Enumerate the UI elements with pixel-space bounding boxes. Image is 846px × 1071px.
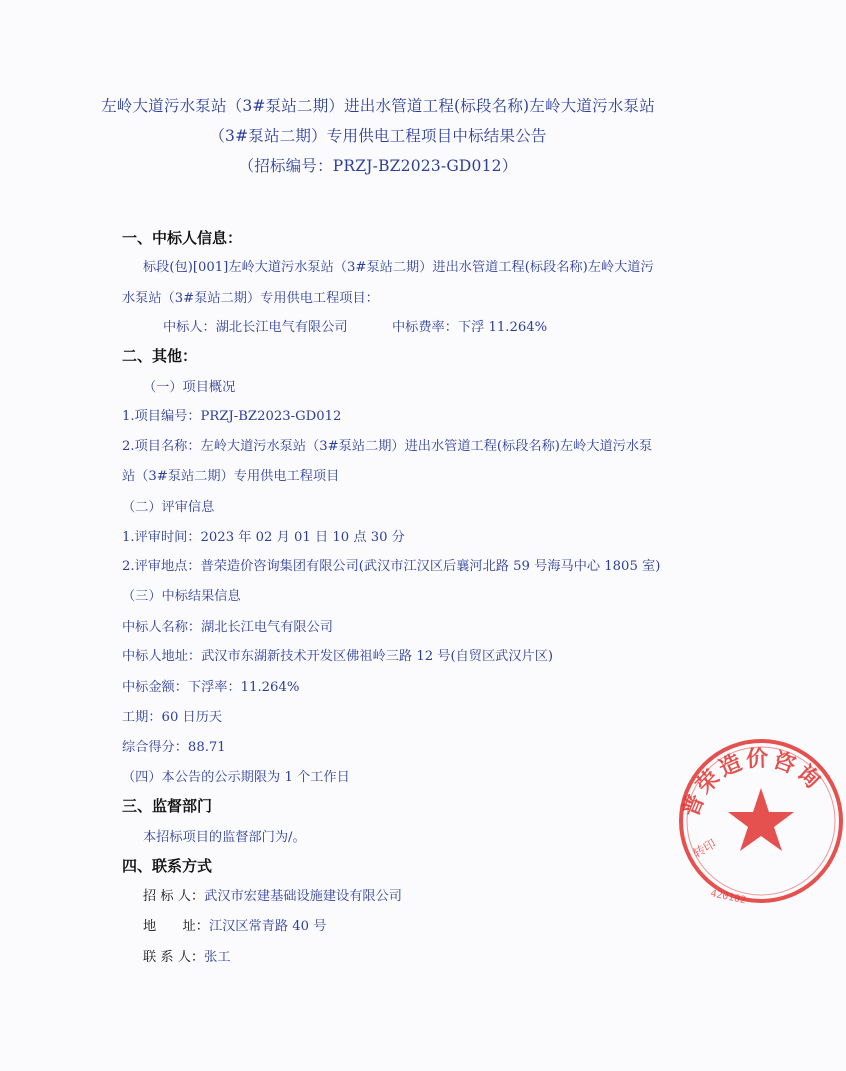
project-name-line-1: 2.项目名称：左岭大道污水泵站（3#泵站二期）进出水管道工程(标段名称)左岭大道污水泵 bbox=[122, 439, 653, 454]
project-name-line-2: 站（3#泵站二期）专用供电工程项目 bbox=[122, 469, 340, 484]
address-row bbox=[143, 915, 326, 934]
contact-row bbox=[143, 946, 231, 965]
review-place: 2.评审地点：普荣造价咨询集团有限公司(武汉市江汉区后襄河北路 59 号海马中心 1805 室) bbox=[122, 559, 661, 574]
tenderer-row bbox=[143, 885, 402, 904]
section-3-heading: 三、监督部门 bbox=[122, 797, 213, 815]
company-seal bbox=[676, 736, 846, 906]
address-value: 江汉区常青路 40 号 bbox=[208, 919, 327, 934]
overall-score: 综合得分：88.71 bbox=[122, 740, 226, 755]
section-2-heading: 二、其他： bbox=[122, 347, 198, 365]
title-line-2: （3#泵站二期）专用供电工程项目中标结果公告 bbox=[209, 127, 547, 145]
winner-address: 中标人地址：武汉市东湖新技术开发区佛祖岭三路 12 号(自贸区武汉片区) bbox=[122, 649, 554, 664]
title-line-1: 左岭大道污水泵站（3#泵站二期）进出水管道工程(标段名称)左岭大道污水泵站 bbox=[101, 97, 655, 115]
supervision-text: 本招标项目的监督部门为/。 bbox=[143, 830, 306, 845]
title-line-3: （招标编号：PRZJ-BZ2023-GD012） bbox=[238, 157, 518, 175]
tenderer-value: 武汉市宏建基础设施建设有限公司 bbox=[204, 889, 402, 904]
section-4-heading: 四、联系方式 bbox=[122, 857, 213, 875]
subsection-result-info: （三）中标结果信息 bbox=[122, 589, 241, 604]
winner-info: 中标人：湖北长江电气有限公司 bbox=[163, 320, 348, 335]
publicity-period: （四）本公告的公示期限为 1 个工作日 bbox=[122, 770, 350, 785]
svg-text:转印: 转印 bbox=[690, 836, 719, 861]
winning-rate: 中标费率：下浮 11.264% bbox=[392, 320, 548, 335]
address-label: 地 址： bbox=[143, 919, 209, 934]
construction-period: 工期：60 日历天 bbox=[122, 710, 223, 725]
project-number: 1.项目编号：PRZJ-BZ2023-GD012 bbox=[122, 409, 342, 424]
contact-value: 张工 bbox=[204, 950, 231, 965]
subsection-project-overview: （一）项目概况 bbox=[143, 380, 236, 395]
winning-amount: 中标金额：下浮率：11.264% bbox=[122, 680, 300, 695]
section-1-heading: 一、中标人信息： bbox=[122, 229, 243, 247]
winner-name: 中标人名称：湖北长江电气有限公司 bbox=[122, 620, 333, 635]
svg-text:普荣造价咨询: 普荣造价咨询 bbox=[678, 746, 827, 821]
section-1-paragraph-line-2: 水泵站（3#泵站二期）专用供电工程项目： bbox=[122, 291, 379, 306]
review-time: 1.评审时间：2023 年 02 月 01 日 10 点 30 分 bbox=[122, 530, 405, 545]
contact-label: 联 系 人： bbox=[143, 950, 205, 965]
subsection-review-info: （二）评审信息 bbox=[122, 500, 215, 515]
section-1-paragraph-line-1: 标段(包)[001]左岭大道污水泵站（3#泵站二期）进出水管道工程(标段名称)左岭大道污 bbox=[143, 260, 654, 275]
tenderer-label: 招 标 人： bbox=[143, 889, 205, 904]
svg-text:420102: 420102 bbox=[709, 888, 747, 906]
